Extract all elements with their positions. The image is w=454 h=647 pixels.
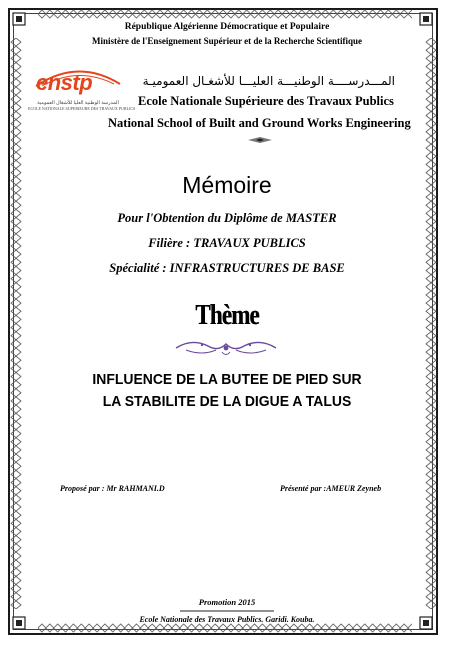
logo-wordmark: enstp bbox=[36, 70, 93, 95]
presented-by: Présenté par :AMEUR Zeyneb bbox=[280, 484, 382, 493]
republic-heading: République Algérienne Démocratique et Populaire bbox=[124, 22, 330, 32]
border-pattern-top bbox=[38, 9, 412, 19]
border-pattern-left bbox=[9, 38, 23, 609]
specialty-line: Spécialité : INFRASTRUCTURES DE BASE bbox=[109, 261, 345, 275]
footer-divider-line bbox=[180, 609, 274, 613]
ministry-heading: Ministère de l'Enseignement Supérieur et de la Recherche Scientifique bbox=[92, 36, 362, 46]
school-name-french: Ecole Nationale Supérieure des Travaux Publics bbox=[138, 94, 394, 108]
border-pattern-right bbox=[424, 38, 438, 609]
diploma-line: Pour l'Obtention du Diplôme de MASTER bbox=[117, 211, 337, 225]
school-name-english: National School of Built and Ground Works Engineering bbox=[108, 116, 411, 130]
thesis-title-line-1: INFLUENCE DE LA BUTEE DE PIED SUR bbox=[92, 371, 362, 388]
field-line: Filière : TRAVAUX PUBLICS bbox=[148, 236, 306, 250]
diamond-divider-icon bbox=[246, 136, 274, 144]
document-type: Mémoire bbox=[182, 172, 272, 198]
school-logo bbox=[28, 66, 136, 112]
border-pattern-bottom bbox=[38, 623, 412, 633]
thesis-title-line-2: LA STABILITE DE LA DIGUE A TALUS bbox=[102, 393, 352, 410]
school-name-arabic: المـــدرســــة الوطنيـــة العليـــا للأشغـال العموميـة bbox=[142, 74, 395, 88]
logo-subtitle-arabic: المدرسة الوطنية العليا للأشغال العمومية bbox=[37, 101, 119, 106]
promotion-year: Promotion 2015 bbox=[198, 597, 256, 607]
logo-subtitle-french: ECOLE NATIONALE SUPERIEURE DES TRAVAUX PUBLICS bbox=[28, 106, 136, 111]
theme-label: Thème bbox=[195, 300, 259, 331]
flourish-divider-icon bbox=[172, 336, 280, 358]
school-address: Ecole Nationale des Travaux Publics. Garidi. Kouba. bbox=[139, 615, 315, 624]
proposed-by: Proposé par : Mr RAHMANI.D bbox=[60, 484, 165, 493]
